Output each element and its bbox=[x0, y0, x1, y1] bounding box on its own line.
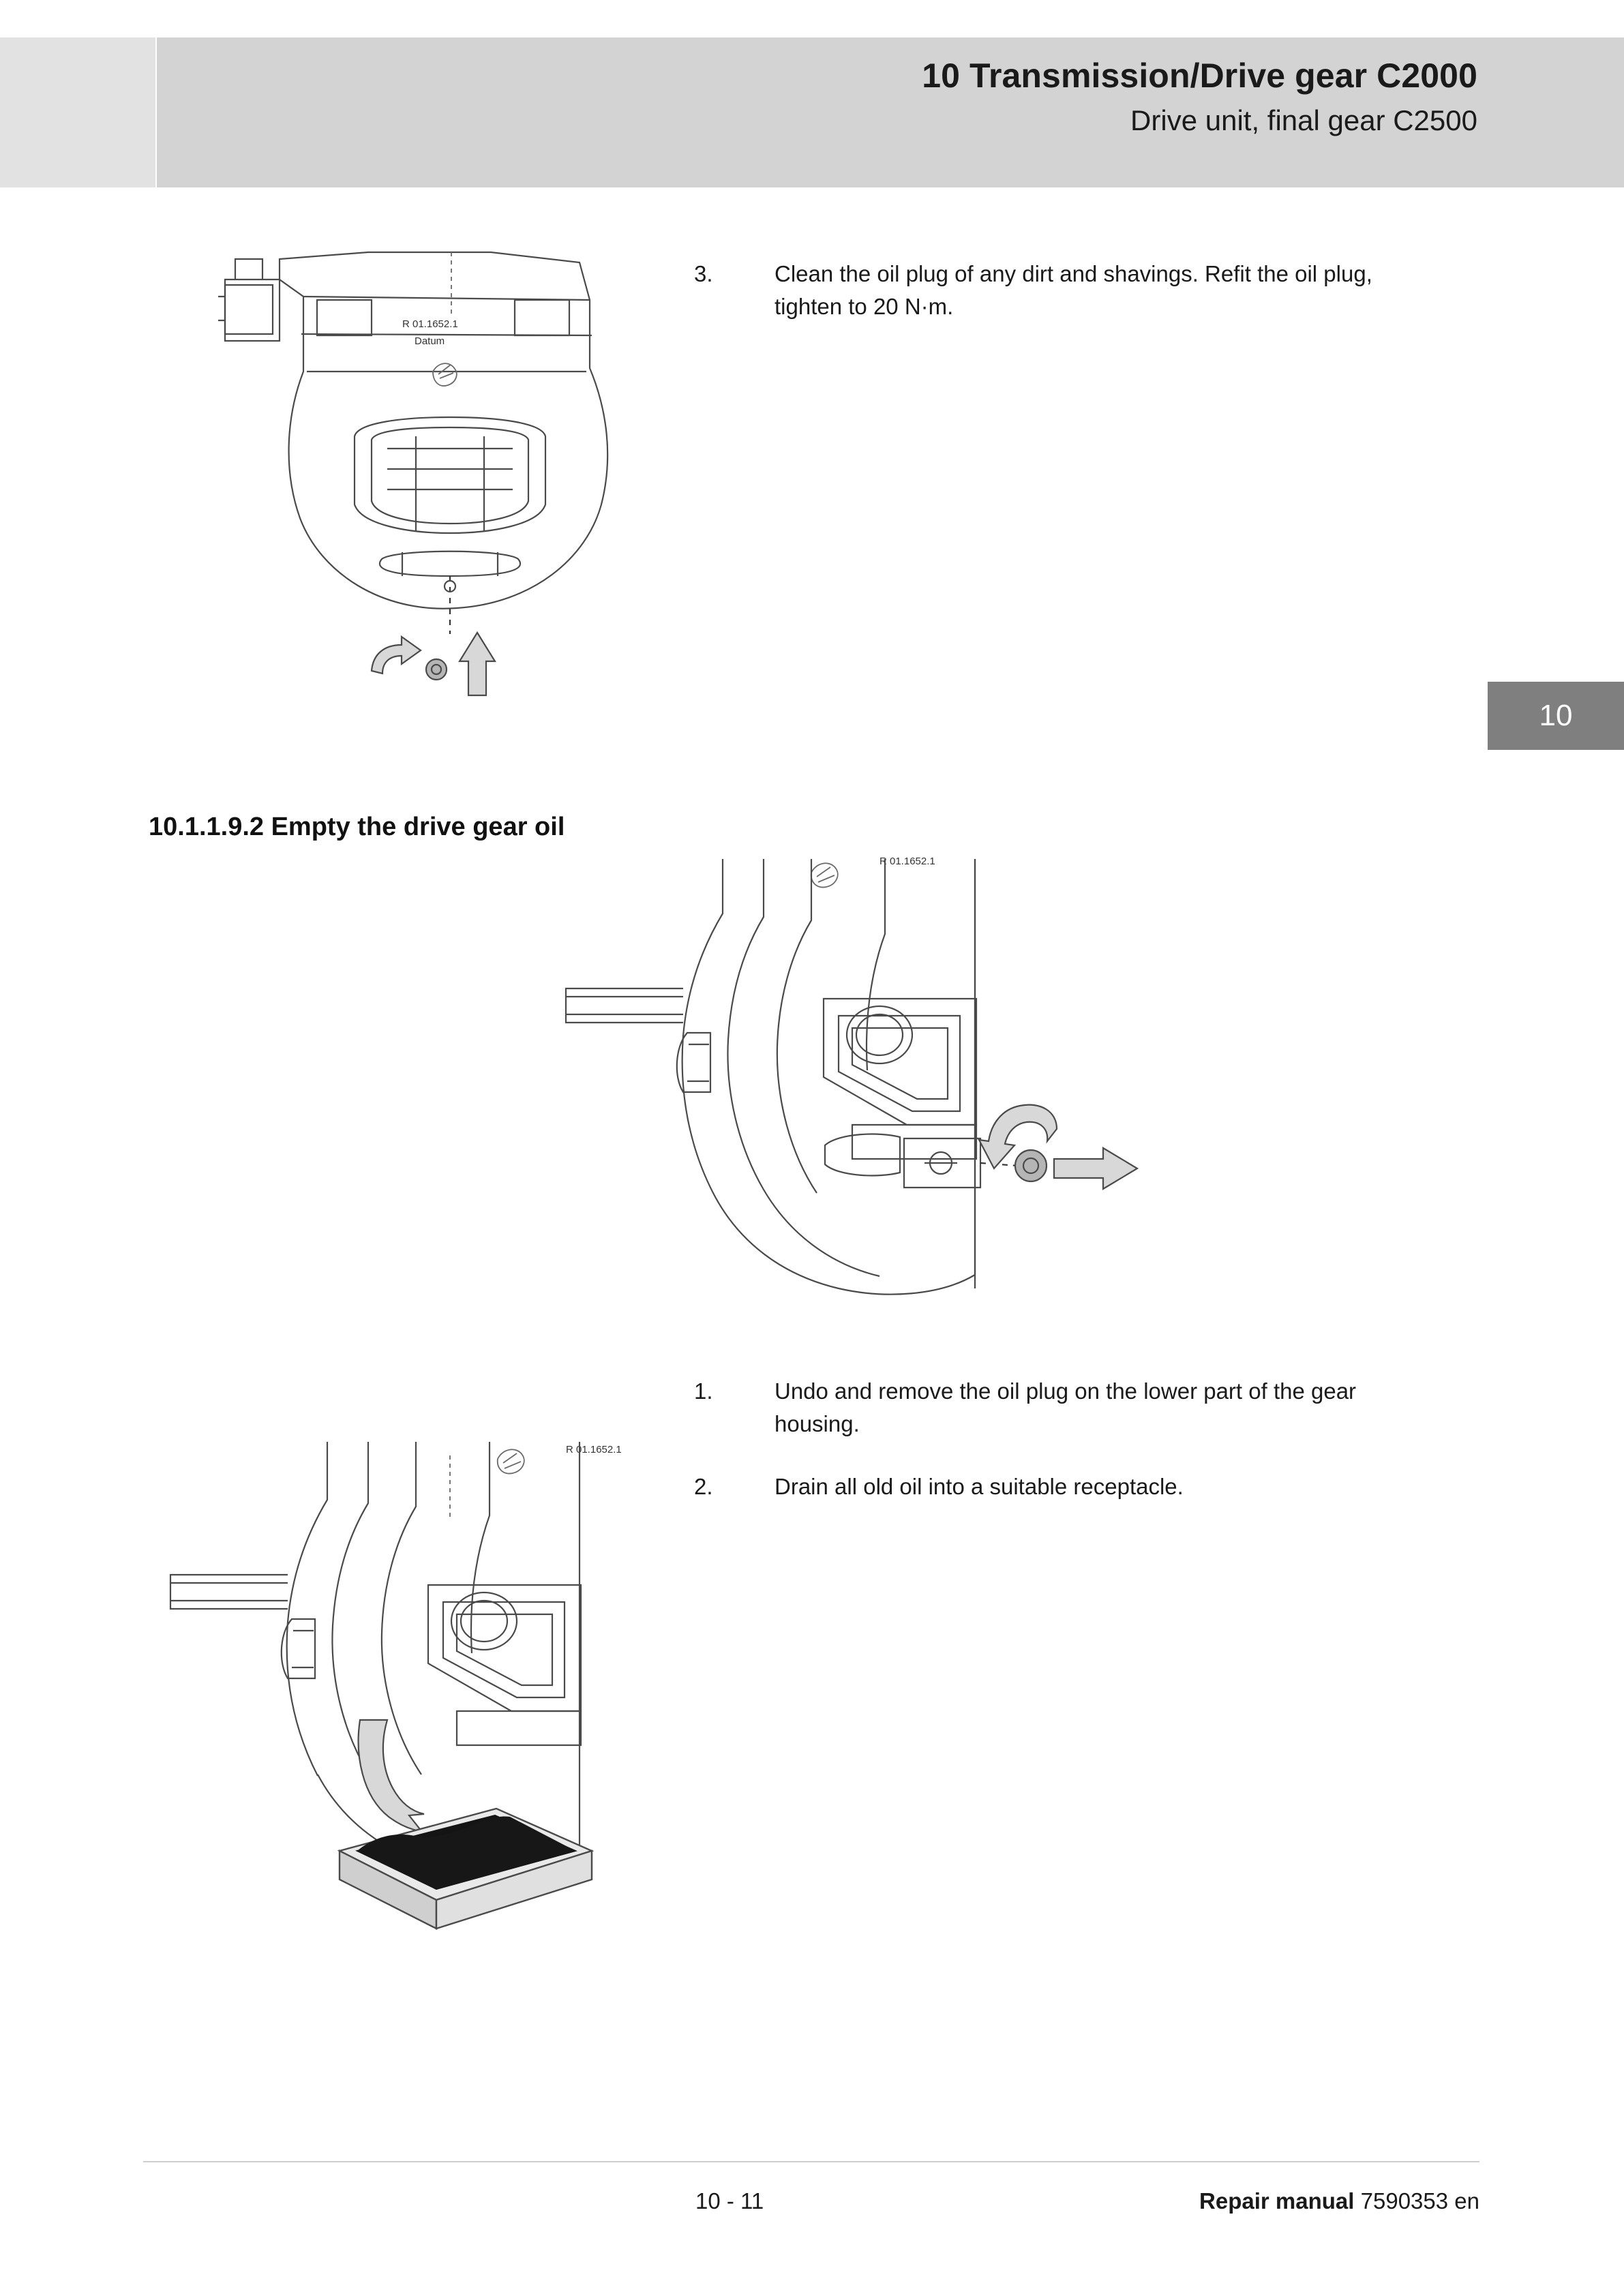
step-number: 2. bbox=[694, 1474, 713, 1499]
footer-page-number: 10 - 11 bbox=[695, 2188, 764, 2214]
figure-gear-housing-oil-draining bbox=[157, 1435, 716, 1974]
step-item-1 bbox=[694, 1375, 1437, 1440]
figure-gear-housing-oil-plug-removal bbox=[470, 852, 1159, 1350]
svg-text:Datum: Datum bbox=[415, 335, 445, 347]
svg-text:R 01.1652.1: R 01.1652.1 bbox=[402, 318, 458, 330]
footer-divider bbox=[143, 2161, 1479, 2162]
svg-text:R 01.1652.1: R 01.1652.1 bbox=[566, 1444, 622, 1455]
step-text: Clean the oil plug of any dirt and shavings. Refit the oil plug, tighten to 20 N·m. bbox=[775, 261, 1372, 319]
step-number: 3. bbox=[694, 261, 713, 286]
header-title: 10 Transmission/Drive gear C2000 bbox=[922, 57, 1477, 95]
step-text: Undo and remove the oil plug on the lower part of the gear housing. bbox=[775, 1378, 1357, 1436]
chapter-tab: 10 bbox=[1488, 682, 1624, 750]
footer-manual-number: 7590353 en bbox=[1360, 2188, 1479, 2214]
svg-text:R 01.1652.1: R 01.1652.1 bbox=[879, 856, 935, 867]
step-item-2 bbox=[694, 1470, 1437, 1503]
step-item-3 bbox=[694, 258, 1437, 323]
footer-manual-label: Repair manual bbox=[1199, 2188, 1355, 2214]
page-header bbox=[0, 37, 1624, 187]
step-text: Drain all old oil into a suitable receptacle. bbox=[775, 1474, 1184, 1499]
section-heading: 10.1.1.9.2 Empty the drive gear oil bbox=[149, 813, 565, 841]
header-subtitle: Drive unit, final gear C2500 bbox=[1130, 104, 1477, 136]
header-left-band bbox=[0, 37, 157, 187]
figure-drive-gear-oil-plug-refit bbox=[198, 232, 661, 716]
footer-manual-info bbox=[1199, 2188, 1479, 2214]
header-text-block bbox=[922, 57, 1477, 137]
step-number: 1. bbox=[694, 1378, 713, 1404]
